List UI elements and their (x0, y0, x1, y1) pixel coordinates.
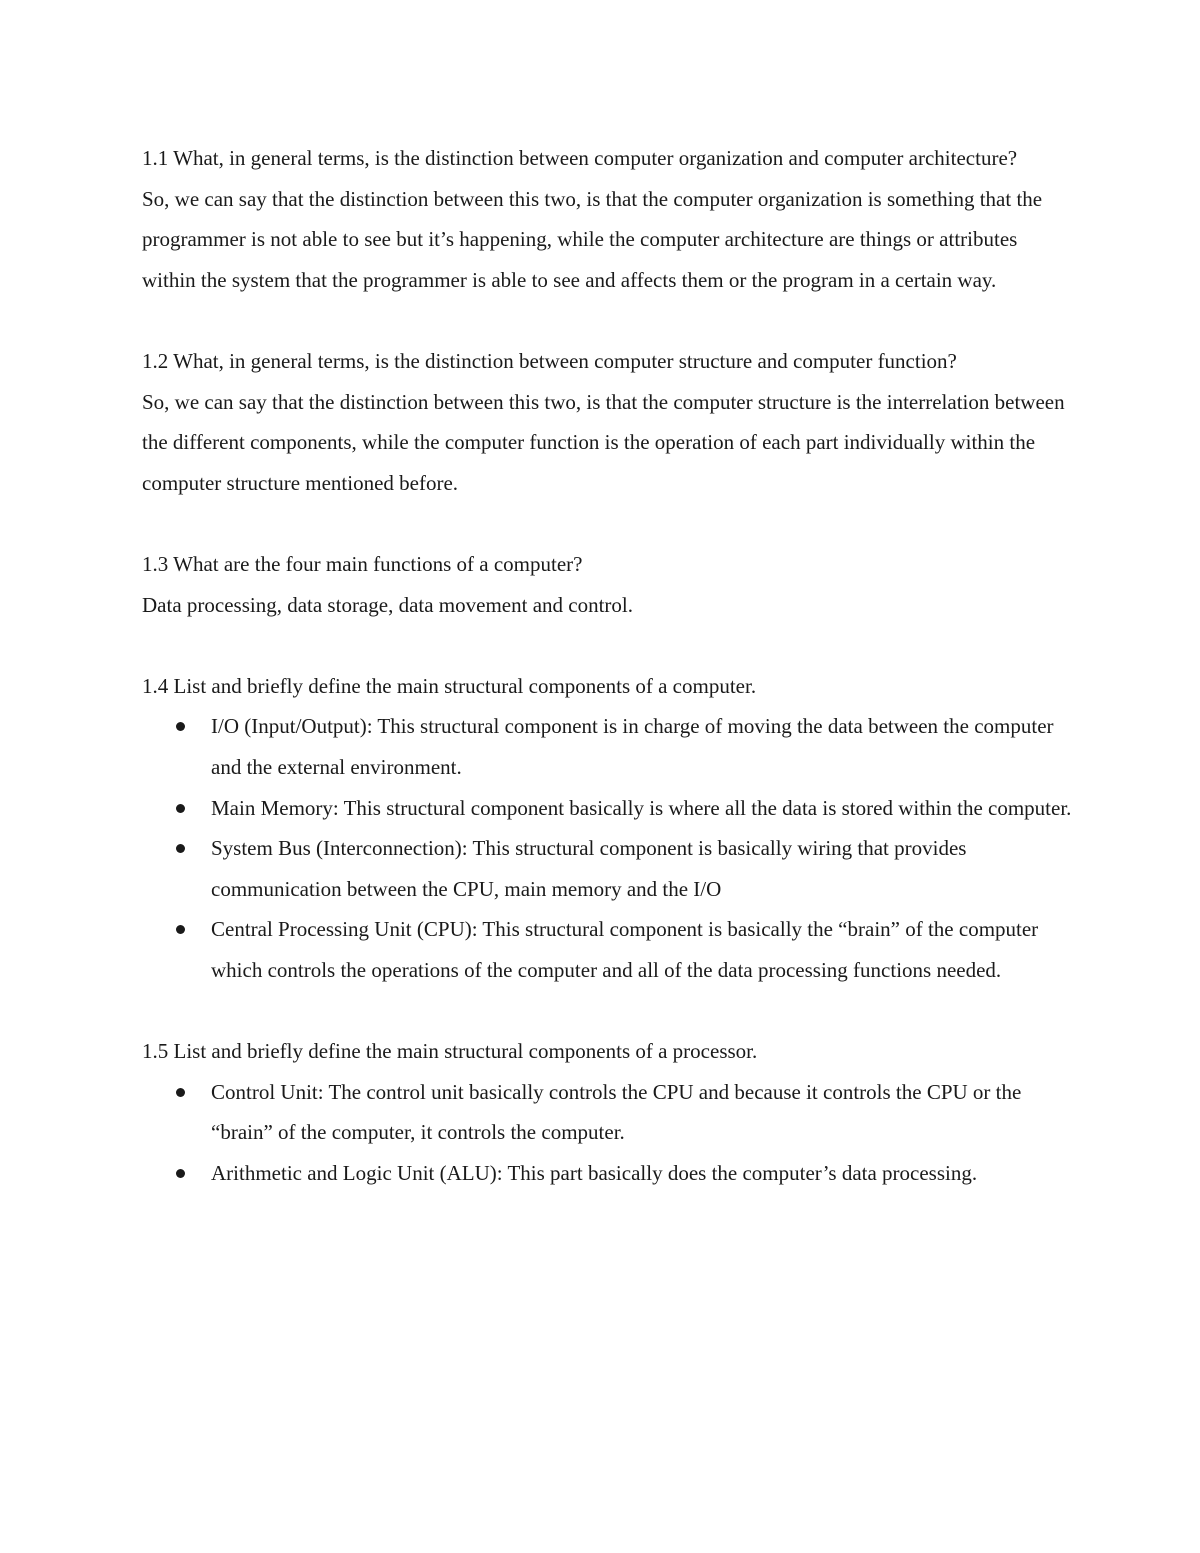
answer-1-3: Data processing, data storage, data movement and control. (142, 592, 633, 617)
answer-1-1: So, we can say that the distinction between this two, is that the computer organization is something that the programmer is not able to see but it’s happening, while the computer architecture are things or attributes within the system that the programmer is able to see and affects them or the program in a certain way. (142, 186, 1043, 292)
bullet-icon (176, 722, 185, 731)
list-item-text: I/O (Input/Output): This structural component is in charge of moving the data between the computer and the external environment. (211, 714, 1054, 779)
section-1-2 (142, 341, 1072, 503)
list-item-text: System Bus (Interconnection): This structural component is basically wiring that provides communication between the CPU, main memory and the I/O (211, 836, 967, 901)
question-1-3: 1.3 What are the four main functions of a computer? (142, 551, 583, 576)
section-1-4 (142, 666, 1072, 991)
bullet-icon (176, 844, 185, 853)
list-item (142, 706, 1072, 787)
bullet-icon (176, 1169, 185, 1178)
list-item-text: Control Unit: The control unit basically controls the CPU and because it controls the CPU or the “brain” of the computer, it controls the computer. (211, 1079, 1022, 1145)
bullet-list-1-5 (142, 1072, 1072, 1194)
list-item (142, 788, 1072, 829)
bullet-icon (176, 804, 185, 813)
list-item (142, 828, 1072, 909)
list-item-text: Main Memory: This structural component basically is where all the data is stored within the computer. (211, 795, 1072, 820)
section-1-5 (142, 1031, 1072, 1193)
bullet-icon (176, 925, 185, 934)
question-1-4: 1.4 List and briefly define the main structural components of a computer. (142, 673, 757, 698)
section-1-1 (142, 138, 1072, 300)
list-item-text: Central Processing Unit (CPU): This structural component is basically the “brain” of the computer which controls the operations of the computer and all of the data processing functions needed. (211, 917, 1039, 982)
answer-1-2: So, we can say that the distinction between this two, is that the computer structure is the interrelation between the different components, while the computer function is the operation of each part individually within the computer structure mentioned before. (142, 389, 1065, 495)
question-1-1: 1.1 What, in general terms, is the distinction between computer organization and computer architecture? (142, 146, 1018, 170)
bullet-list-1-4 (142, 706, 1072, 990)
list-item (142, 909, 1072, 990)
question-1-5: 1.5 List and briefly define the main structural components of a processor. (142, 1039, 758, 1064)
question-1-2: 1.2 What, in general terms, is the distinction between computer structure and computer function? (142, 348, 957, 373)
list-item-text: Arithmetic and Logic Unit (ALU): This part basically does the computer’s data processing. (211, 1160, 978, 1185)
list-item (142, 1153, 1072, 1194)
bullet-icon (176, 1088, 185, 1097)
list-item (142, 1072, 1072, 1153)
section-1-3 (142, 544, 1072, 625)
document-page (142, 138, 1072, 1193)
